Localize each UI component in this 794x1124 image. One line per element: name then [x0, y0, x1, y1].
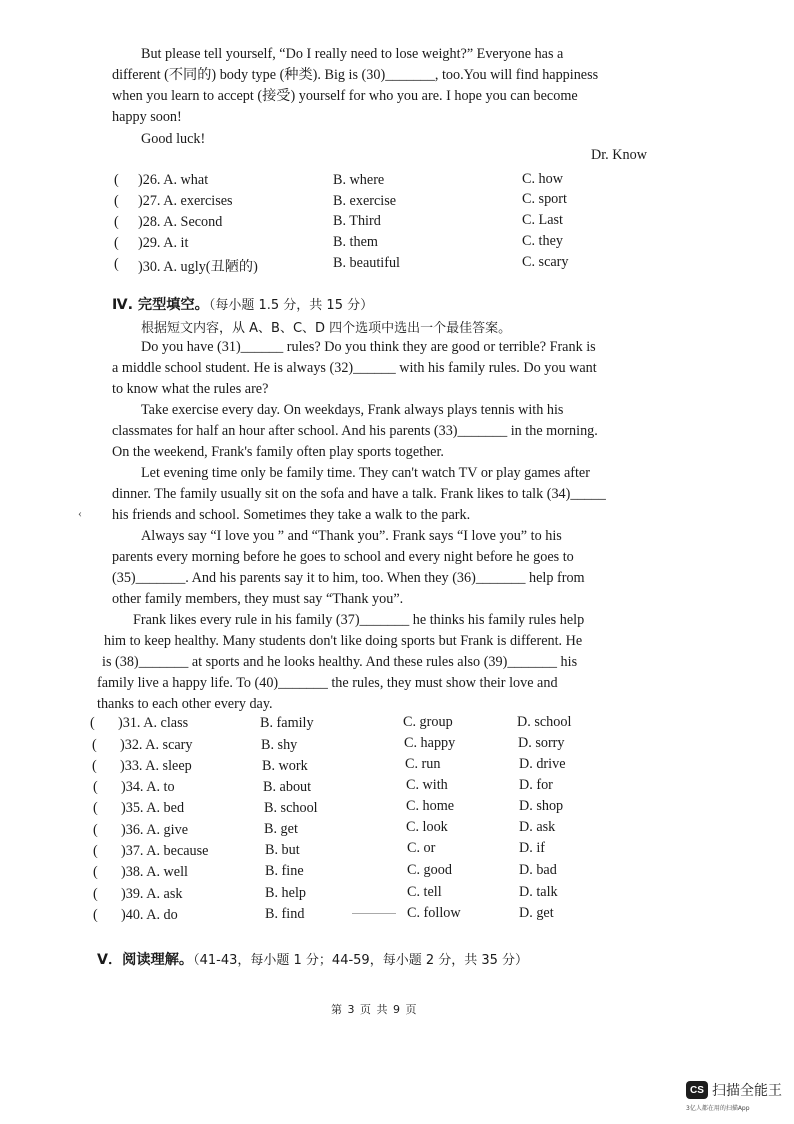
passage-line: happy soon! — [112, 109, 182, 125]
answer-bracket: ( — [93, 779, 98, 795]
option-c: C. Last — [522, 212, 563, 228]
option-b: B. Third — [333, 213, 381, 229]
option-b: B. get — [264, 821, 298, 837]
answer-bracket: ( — [93, 843, 98, 859]
answer-bracket: ( — [93, 864, 98, 880]
passage-line: his friends and school. Sometimes they take a walk to the park. — [112, 507, 471, 523]
passage-line: him to keep healthy. Many students don't like doing sports but Frank is different. He — [104, 633, 583, 649]
camscanner-logo-icon: CS — [686, 1081, 708, 1099]
option-d: D. if — [519, 840, 546, 856]
option-c: C. or — [407, 840, 436, 856]
signature: Dr. Know — [591, 147, 647, 163]
section-scoring: （41-43，每小题 1 分；44-59，每小题 2 分，共 35 分） — [193, 953, 529, 968]
option-c: C. follow — [407, 905, 461, 921]
passage-line: a middle school student. He is always (32)______ with his family rules. Do you want — [112, 360, 597, 376]
option-c: C. happy — [404, 735, 456, 751]
option-b: B. beautiful — [333, 255, 400, 271]
option-b: B. family — [260, 715, 314, 731]
passage-line: other family members, they must say “Thank you”. — [112, 591, 404, 607]
answer-bracket: ( — [93, 822, 98, 838]
option-c: C. home — [406, 798, 455, 814]
scanner-tagline: 3亿人都在用的扫描App — [686, 1105, 750, 1112]
answer-bracket: ( — [90, 715, 95, 731]
section-instruction: 根据短文内容，从 A、B、C、D 四个选项中选出一个最佳答案。 — [141, 321, 512, 336]
option-a: )33. A. sleep — [120, 758, 192, 774]
answer-bracket: ( — [92, 758, 97, 774]
answer-bracket: ( — [114, 214, 119, 230]
passage-line: Do you have (31)______ rules? Do you think they are good or terrible? Frank is — [141, 339, 596, 355]
option-a: )35. A. bed — [121, 800, 185, 816]
option-d: D. talk — [519, 884, 558, 900]
passage-line: dinner. The family usually sit on the sofa and have a talk. Frank likes to talk (34)_____ — [112, 486, 606, 502]
option-a: )29. A. it — [138, 235, 189, 251]
passage-line: Take exercise every day. On weekdays, Frank always plays tennis with his — [141, 402, 564, 418]
answer-bracket: ( — [93, 886, 98, 902]
option-a: )38. A. well — [121, 864, 188, 880]
option-c: C. scary — [522, 254, 569, 270]
option-b: B. where — [333, 172, 385, 188]
option-d: D. get — [519, 905, 554, 921]
option-a: )36. A. give — [121, 822, 188, 838]
option-b: B. them — [333, 234, 378, 250]
option-a: )34. A. to — [121, 779, 175, 795]
pen-stroke — [352, 913, 396, 914]
answer-bracket: ( — [114, 256, 119, 272]
option-a: )30. A. ugly(丑陋的) — [138, 259, 258, 275]
option-a: )32. A. scary — [120, 737, 193, 753]
option-b: B. about — [263, 779, 312, 795]
option-c: C. run — [405, 756, 441, 772]
passage-line: when you learn to accept (接受) yourself for who you are. I hope you can become — [112, 88, 578, 104]
option-b: B. school — [264, 800, 318, 816]
answer-bracket: ( — [93, 907, 98, 923]
passage-line: is (38)_______ at sports and he looks healthy. And these rules also (39)_______ his — [102, 654, 578, 670]
answer-bracket: ( — [92, 737, 97, 753]
passage-line: Frank likes every rule in his family (37)_______ he thinks his family rules help — [133, 612, 585, 628]
option-d: D. for — [519, 777, 553, 793]
option-b: B. find — [265, 906, 305, 922]
answer-bracket: ( — [114, 193, 119, 209]
passage-line: But please tell yourself, “Do I really need to lose weight?” Everyone has a — [141, 46, 564, 62]
option-b: B. but — [265, 842, 300, 858]
answer-bracket: ( — [114, 235, 119, 251]
option-c: C. they — [522, 233, 563, 249]
passage-line: thanks to each other every day. — [97, 696, 273, 712]
option-c: C. good — [407, 862, 452, 878]
option-d: D. ask — [519, 819, 556, 835]
passage-line: On the weekend, Frank's family often play sports together. — [112, 444, 444, 460]
option-b: B. fine — [265, 863, 304, 879]
passage-line: Let evening time only be family time. They can't watch TV or play games after — [141, 465, 590, 481]
section-title: Ⅳ. 完型填空。 — [112, 297, 209, 313]
scanner-app-name: 扫描全能王 — [712, 1083, 782, 1099]
option-b: B. exercise — [333, 193, 397, 209]
answer-bracket: ( — [114, 172, 119, 188]
option-c: C. tell — [407, 884, 442, 900]
passage-line: to know what the rules are? — [112, 381, 269, 397]
option-c: C. look — [406, 819, 448, 835]
section-heading — [112, 294, 373, 314]
option-d: D. bad — [519, 862, 557, 878]
section-title: V．阅读理解。 — [97, 952, 194, 968]
option-d: D. sorry — [518, 735, 565, 751]
option-c: C. group — [403, 714, 453, 730]
option-a: )28. A. Second — [138, 214, 223, 230]
option-d: D. school — [517, 714, 572, 730]
passage-line: parents every morning before he goes to school and every night before he goes to — [112, 549, 574, 565]
page-number: 第 3 页 共 9 页 — [331, 1003, 418, 1016]
scan-mark: ‹ — [78, 506, 82, 520]
passage-line: different (不同的) body type (种类). Big is (30)_______, too.You will find happiness — [112, 67, 599, 83]
passage-line: classmates for half an hour after school. And his parents (33)_______ in the morning. — [112, 423, 598, 439]
option-a: )39. A. ask — [121, 886, 183, 902]
section-scoring: （每小题 1.5 分，共 15 分） — [208, 298, 374, 313]
option-b: B. work — [262, 758, 308, 774]
option-a: )40. A. do — [121, 907, 178, 923]
passage-line: Always say “I love you ” and “Thank you”. Frank says “I love you” to his — [141, 528, 562, 544]
answer-bracket: ( — [93, 800, 98, 816]
option-a: )27. A. exercises — [138, 193, 233, 209]
option-b: B. help — [265, 885, 306, 901]
option-d: D. shop — [519, 798, 564, 814]
option-a: )37. A. because — [121, 843, 209, 859]
option-a: )26. A. what — [138, 172, 209, 188]
section-heading — [97, 949, 528, 969]
passage-line: (35)_______. And his parents say it to him, too. When they (36)_______ help from — [112, 570, 585, 586]
option-c: C. sport — [522, 191, 567, 207]
option-c: C. how — [522, 171, 563, 187]
option-a: )31. A. class — [118, 715, 189, 731]
closing-line: Good luck! — [141, 131, 206, 147]
option-d: D. drive — [519, 756, 566, 772]
option-b: B. shy — [261, 737, 298, 753]
passage-line: family live a happy life. To (40)_______ the rules, they must show their love and — [97, 675, 558, 691]
option-c: C. with — [406, 777, 448, 793]
